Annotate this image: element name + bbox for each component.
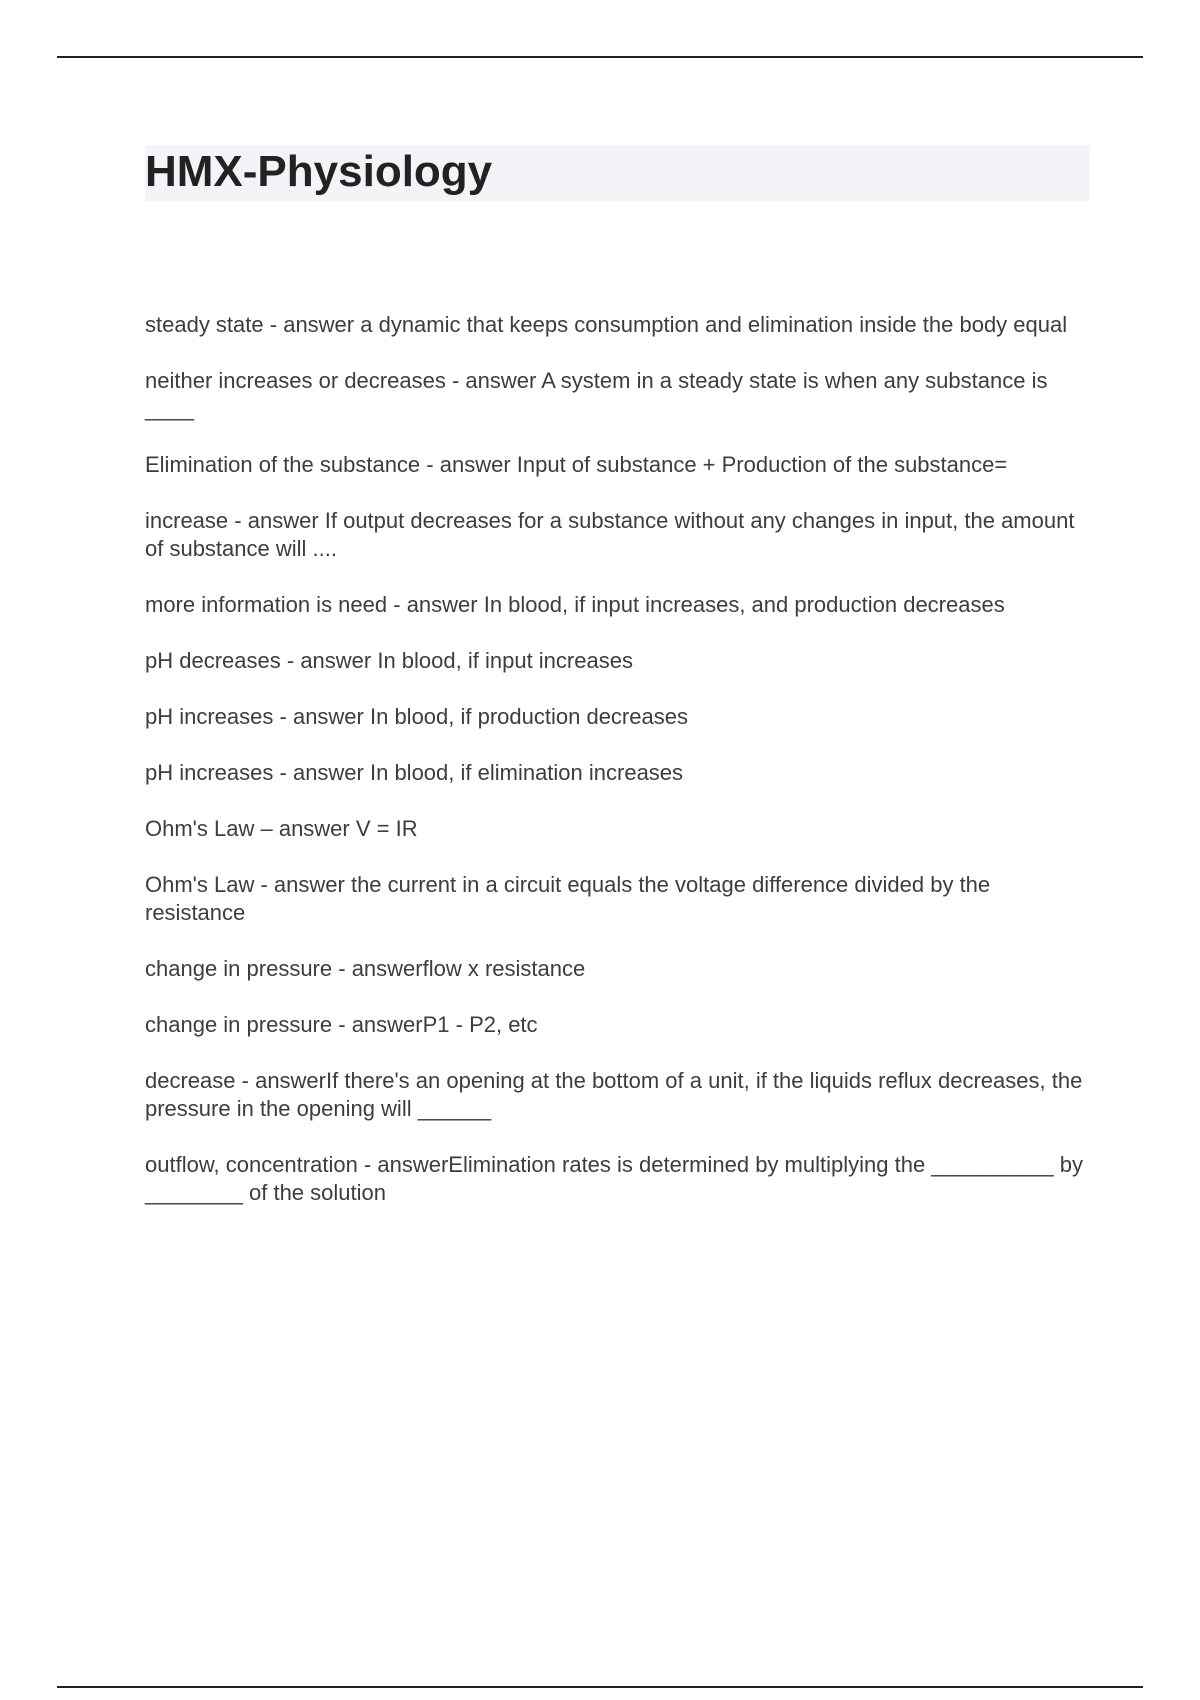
card-term: increase bbox=[145, 508, 229, 533]
card-answer: answer V = IR bbox=[278, 816, 418, 841]
card-term: pH decreases bbox=[145, 648, 281, 673]
card-term: more information is need bbox=[145, 592, 388, 617]
card-separator: - bbox=[273, 760, 293, 785]
card-term: pH increases bbox=[145, 760, 274, 785]
card-answer: answer Input of substance + Production of the substance= bbox=[439, 452, 1008, 477]
card-separator: - bbox=[420, 452, 440, 477]
flashcard-list bbox=[145, 311, 1090, 1235]
flashcard-item bbox=[145, 703, 1090, 731]
flashcard-item bbox=[145, 311, 1090, 339]
flashcard-item bbox=[145, 1067, 1090, 1123]
flashcard-item bbox=[145, 871, 1090, 927]
flashcard-item bbox=[145, 367, 1090, 423]
card-separator: - bbox=[280, 648, 301, 673]
flashcard-item bbox=[145, 1011, 1090, 1039]
card-separator: - bbox=[235, 1068, 256, 1093]
card-term: Elimination of the substance bbox=[145, 452, 421, 477]
card-separator: - bbox=[273, 704, 293, 729]
card-separator: - bbox=[357, 1152, 378, 1177]
card-answer: answer If output decreases for a substance without any changes in input, the amount of substance will .... bbox=[145, 508, 1075, 561]
card-answer: answer a dynamic that keeps consumption and elimination inside the body equal bbox=[283, 312, 1068, 337]
card-term: steady state bbox=[145, 312, 264, 337]
document-title: HMX-Physiology bbox=[145, 147, 493, 196]
card-term: pH increases bbox=[145, 704, 274, 729]
card-answer: answer In blood, if input increases bbox=[300, 648, 633, 673]
card-term: Ohm's Law bbox=[145, 872, 255, 897]
flashcard-item bbox=[145, 815, 1090, 843]
card-answer: answer In blood, if elimination increases bbox=[292, 760, 684, 785]
flashcard-item bbox=[145, 451, 1090, 479]
card-separator: - bbox=[254, 872, 274, 897]
card-separator: – bbox=[254, 816, 279, 841]
card-term: outflow, concentration bbox=[145, 1152, 358, 1177]
card-separator: - bbox=[332, 956, 352, 981]
flashcard-item bbox=[145, 647, 1090, 675]
card-separator: - bbox=[263, 312, 284, 337]
card-answer: answerP1 - P2, etc bbox=[351, 1012, 538, 1037]
card-answer: answer In blood, if input increases, and production decreases bbox=[406, 592, 1005, 617]
flashcard-item bbox=[145, 591, 1090, 619]
card-term: neither increases or decreases bbox=[145, 368, 446, 393]
flashcard-item bbox=[145, 759, 1090, 787]
card-separator: - bbox=[445, 368, 466, 393]
card-answer: answerElimination rates is determined by multiplying the __________ by ________ of the solution bbox=[145, 1152, 1083, 1205]
card-separator: - bbox=[332, 1012, 352, 1037]
card-answer: answerIf there's an opening at the bottom of a unit, if the liquids reflux decreases, the pressure in the opening will ______ bbox=[145, 1068, 1083, 1121]
card-term: change in pressure bbox=[145, 1012, 333, 1037]
top-rule bbox=[57, 56, 1143, 58]
flashcard-item bbox=[145, 955, 1090, 983]
flashcard-item bbox=[145, 507, 1090, 563]
card-answer: answer the current in a circuit equals the voltage difference divided by the resistance bbox=[145, 872, 991, 925]
card-term: change in pressure bbox=[145, 956, 333, 981]
card-term: Ohm's Law bbox=[145, 816, 255, 841]
card-separator: - bbox=[387, 592, 407, 617]
bottom-rule bbox=[57, 1686, 1143, 1688]
card-term: decrease bbox=[145, 1068, 236, 1093]
flashcard-item bbox=[145, 1151, 1090, 1207]
card-separator: - bbox=[228, 508, 248, 533]
card-answer: answer A system in a steady state is when any substance is ____ bbox=[145, 368, 1048, 421]
card-answer: answer In blood, if production decreases bbox=[292, 704, 688, 729]
card-answer: answerflow x resistance bbox=[351, 956, 586, 981]
